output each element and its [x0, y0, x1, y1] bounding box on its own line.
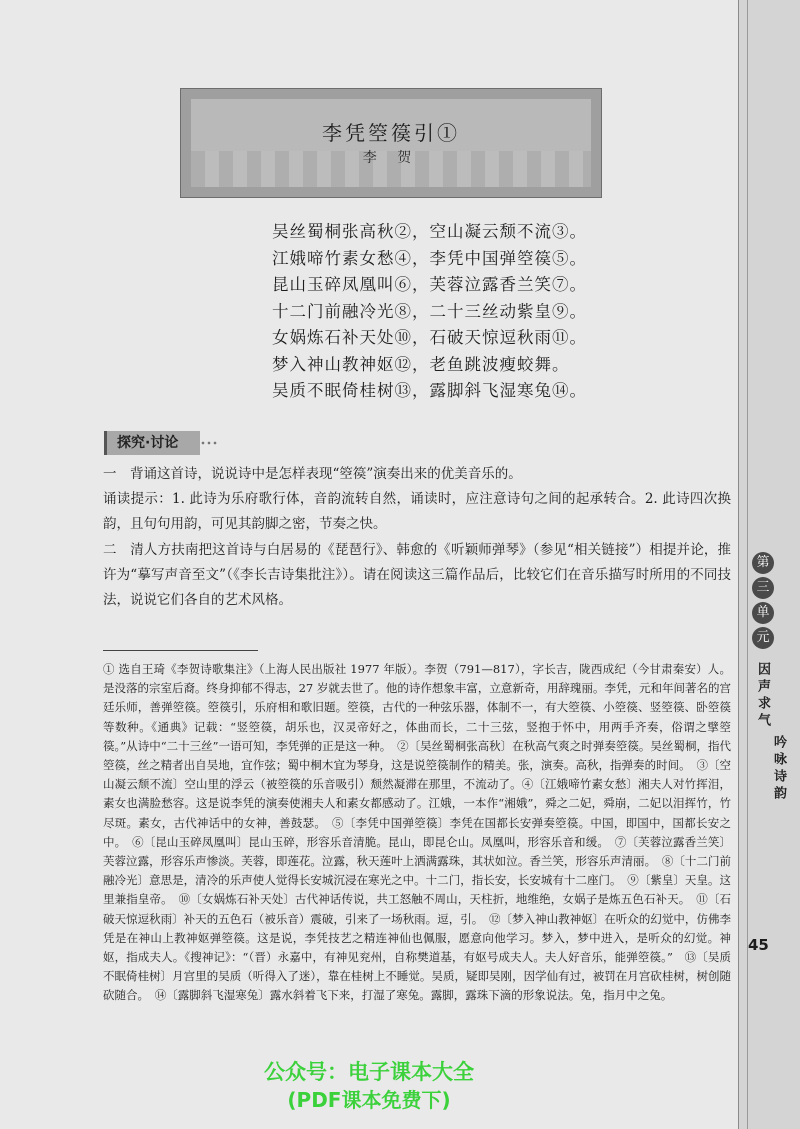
footnote-rule	[103, 650, 258, 651]
margin-divider	[747, 0, 748, 1129]
poem-line: 女娲炼石补天处⑩，石破天惊逗秋雨⑪。	[272, 328, 587, 347]
watermark-line-1: 公众号：电子课本大全	[264, 1060, 474, 1084]
recitation-hint: 诵读提示：1. 此诗为乐府歌行体，音韵流转自然，诵读时，应注意诗句之间的起承转合。2. 此诗四次换韵，且句句用韵，可见其韵脚之密，节奏之快。	[103, 491, 731, 532]
question-two: 二 清人方扶南把这首诗与白居易的《琵琶行》、韩愈的《听颖师弹琴》（参见“相关链接”）相提并论，推许为“摹写声音至文”（《李长吉诗集批注》）。请在阅读这三篇作品后，比较它们在音乐描写时所用的不同技法，说说它们各自的艺术风格。	[103, 542, 731, 608]
unit-badge	[749, 552, 777, 649]
poem-line: 梦入神山教神妪⑫，老鱼跳波瘦蛟舞。	[272, 354, 570, 374]
unit-theme-2: 吟咏诗韵	[771, 735, 786, 803]
poem-line: 昆山玉碎凤凰叫⑥，芙蓉泣露香兰笑⑦。	[272, 275, 587, 294]
watermark-line-2: (PDF课本免费下)	[287, 1088, 451, 1112]
poem-line: 江娥啼竹素女愁④，李凭中国弹箜篌⑤。	[272, 248, 587, 268]
poem-line: 吴丝蜀桐张高秋②，空山凝云颓不流③。	[272, 222, 587, 241]
poem-author: 李 贺	[362, 150, 420, 166]
poem-line: 十二门前融冷光⑧，二十三丝动紫皇⑨。	[272, 301, 587, 321]
label-dots	[200, 441, 218, 445]
poem-line: 吴质不眠倚桂树⑬，露脚斜飞湿寒兔⑭。	[272, 381, 587, 400]
unit-char: 单	[752, 602, 774, 624]
page-number: 45	[748, 936, 769, 954]
footnotes: ① 选自王琦《李贺诗歌集注》（上海人民出版社 1977 年版）。李贺（791—817），字长吉，陇西成纪（今甘肃秦安）人。是没落的宗室后裔。终身抑郁不得志，27 岁就去世了。他的诗作想象丰富，立意新奇，用辞瑰丽。李凭，元和年间著名的宫廷乐师，善弹箜篌。箜篌引，乐府相和歌旧题。箜篌，古代的一种弦乐器，体制不一，有大箜篌、小箜篌、竖箜篌、卧箜篌等数种。《通典》记载：“竖箜篌，胡乐也，汉灵帝好之，体曲而长，二十三弦，竖抱于怀中，用两手齐奏，俗谓之擘箜篌。”从诗中“二十三丝”一语可知，李凭弹的正是这一种。 ②〔吴丝蜀桐张高秋〕在秋高气爽之时弹奏箜篌。吴丝蜀桐，指代箜篌，丝之精者出自吴地，宜作弦；蜀中桐木宜为琴身，这是说箜篌制作的精美。张，演奏。高秋，指弹奏的时间。 ③〔空山凝云颓不流〕空山里的浮云（被箜篌的乐音吸引）颓然凝滞在那里，不流动了。④〔江娥啼竹素女愁〕湘夫人对竹挥泪，素女也满脸愁容。这是说李凭的演奏使湘夫人和素女都感动了。江娥，一本作“湘娥”，舜之二妃，舜崩，二妃以泪挥竹，竹尽斑。素女，古代神话中的女神，善鼓瑟。 ⑤〔李凭中国弹箜篌〕李凭在国都长安弹奏箜篌。中国，即国中，国都长安之中。 ⑥〔昆山玉碎凤凰叫〕昆山玉碎，形容乐音清脆。昆山，即昆仑山。凤凰叫，形容乐音和缓。 ⑦〔芙蓉泣露香兰笑〕芙蓉泣露，形容乐声惨淡。芙蓉，即莲花。泣露，秋天莲叶上洒满露珠，其状如泣。香兰笑，形容乐声清丽。 ⑧〔十二门前融冷光〕意思是，清冷的乐声使人觉得长安城沉浸在寒光之中。十二门，指长安，长安城有十二座门。 ⑨〔紫皇〕天皇。这里兼指皇帝。 ⑩〔女娲炼石补天处〕古代神话传说，共工怒触不周山，天柱折，地维绝，女娲子是炼五色石补天。 ⑪〔石破天惊逗秋雨〕补天的五色石（被乐音）震破，引来了一场秋雨。逗，引。 ⑫〔梦入神山教神妪〕在听众的幻觉中，仿佛李凭是在神山上教神妪弹箜篌。这是说，李凭技艺之精连神仙也佩服，愿意向他学习。梦入，梦中进入，是听众的幻觉。神妪，指成夫人。《搜神记》：“（晋）永嘉中，有神见兖州，自称樊道基，有妪号成夫人。夫人好音乐，能弹箜篌。” ⑬〔吴质不眠倚桂树〕月宫里的吴质（听得入了迷），靠在桂树上不睡觉。吴质，疑即吴刚，因学仙有过，被罚在月宫砍桂树，树创随砍随合。 ⑭〔露脚斜飞湿寒兔〕露水斜着飞下来，打湿了寒兔。露脚，露珠下滴的形象说法。兔，指月中之兔。	[103, 662, 731, 1003]
poem-title: 李凭箜篌引①	[322, 121, 460, 145]
margin-column	[738, 0, 800, 1129]
unit-char: 三	[752, 577, 774, 599]
unit-char: 第	[752, 552, 774, 574]
section-label: 探究·讨论	[104, 431, 200, 455]
title-banner	[180, 88, 602, 198]
poem-body	[272, 219, 732, 405]
unit-char: 元	[752, 627, 774, 649]
question-one: 一 背诵这首诗，说说诗中是怎样表现“箜篌”演奏出来的优美音乐的。	[103, 466, 522, 482]
title-banner-inner	[191, 99, 591, 187]
unit-theme-1: 因声求气	[755, 662, 770, 730]
